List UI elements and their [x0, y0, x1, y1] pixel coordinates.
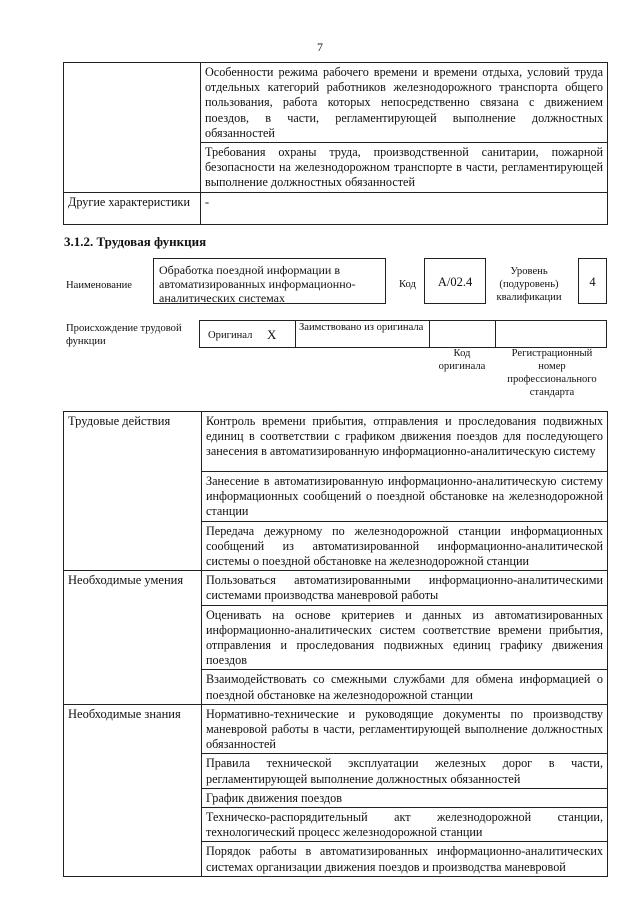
continuation-table	[63, 62, 608, 225]
code-box	[424, 258, 486, 304]
continuation-item: Особенности режима рабочего времени и времени отдыха, условий труда отдельных категорий работников железнодорожного транспорта общего пользования, работа которых непосредственно связана с движением поездов, в части, регламентирующей выполнение должностных обязанностей	[201, 63, 608, 143]
registration-number-label: Регистрационный номер профессионального стандарта	[507, 348, 597, 398]
origin-label: Происхождение трудовой функции	[66, 323, 182, 347]
knowledge-item: Техническо-распорядительный акт железнодорожной станции, технологический процесс железнодорожной станции	[202, 808, 608, 842]
knowledge-item: График движения поездов	[202, 788, 608, 807]
page-number: 7	[317, 40, 323, 54]
skill-item: Взаимодействовать со смежными службами для обмена информацией о поездной обстановке на железнодорожной станции	[202, 670, 608, 704]
function-details-table	[63, 411, 608, 877]
empty-label-cell	[64, 63, 201, 193]
other-characteristics-label: Другие характеристики	[64, 192, 201, 224]
knowledge-item: Правила технической эксплуатации железных дорог в части, регламентирующей выполнение должностных обязанностей	[202, 754, 608, 788]
function-name-box	[153, 258, 386, 304]
continuation-item: Требования охраны труда, производственной санитарии, пожарной безопасности на железнодорожном транспорте в части, регламентирующей выполнение должностных обязанностей	[201, 143, 608, 193]
code-value: A/02.4	[437, 275, 473, 289]
level-label: Уровень (подуровень) квалификации	[496, 266, 562, 303]
skill-item: Пользоваться автоматизированными информационно-аналитическими системами производства маневровой работы	[202, 571, 608, 605]
knowledge-item: Нормативно-технические и руководящие документы по производству маневровой работы в части, регламентирующей выполнение должностных обязанностей	[202, 704, 608, 754]
action-item: Передача дежурному по железнодорожной станции информационных сообщений из автоматизированной информационно-аналитической системы о поездной обстановке на железнодорожной станции	[202, 521, 608, 571]
origin-divider-1	[295, 321, 296, 347]
code-label: Код	[399, 279, 416, 290]
action-item: Занесение в автоматизированную информационно-аналитическую систему информационных сообщений о поездной обстановке на железнодорожной станции	[202, 472, 608, 522]
borrowed-label: Заимствовано из оригинала	[299, 322, 424, 333]
origin-divider-3	[495, 321, 496, 347]
row-label-knowledge: Необходимые знания	[64, 704, 202, 876]
original-label: Оригинал	[208, 330, 253, 341]
original-mark: X	[267, 327, 277, 342]
code-original-label: Код оригинала	[438, 348, 486, 372]
knowledge-item: Порядок работы в автоматизированных информационно-аналитических системах организации движения поездов и производства маневровой	[202, 842, 608, 876]
section-title: 3.1.2. Трудовая функция	[64, 234, 207, 249]
row-label-skills: Необходимые умения	[64, 571, 202, 705]
level-box	[578, 258, 607, 304]
name-label: Наименование	[66, 280, 132, 291]
function-name: Обработка поездной информации в автоматизированных информационно-аналитических системах	[159, 263, 356, 305]
level-value: 4	[589, 275, 596, 289]
origin-divider-2	[429, 321, 430, 347]
row-label-actions: Трудовые действия	[64, 412, 202, 571]
other-characteristics-value: -	[201, 192, 608, 224]
skill-item: Оценивать на основе критериев и данных из автоматизированных информационно-аналитических систем соответствие времени прибытия, отправления и проследования подвижных единиц графику движения поездов	[202, 605, 608, 670]
action-item: Контроль времени прибытия, отправления и проследования подвижных единиц в соответствии с графиком движения поездов для последующего занесения в автоматизированную информационно-аналитическую систему	[202, 412, 608, 472]
